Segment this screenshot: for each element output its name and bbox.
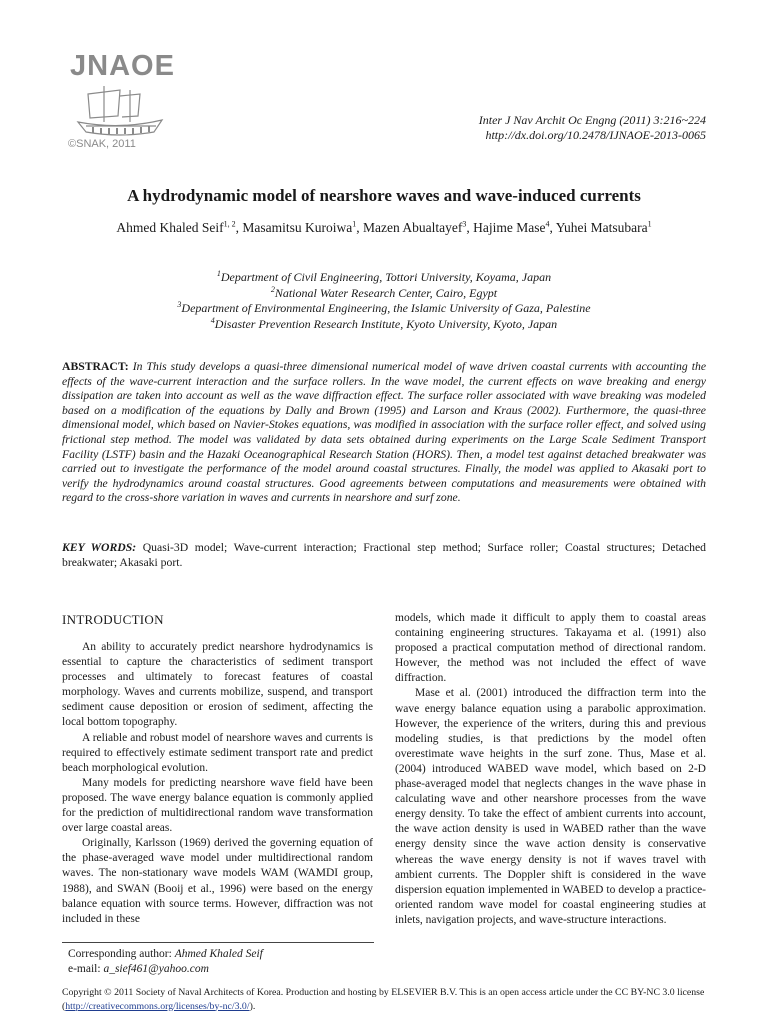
ship-logo-icon [74, 82, 166, 142]
logo-copyright: ©SNAK, 2011 [68, 138, 136, 150]
author-name: Ahmed Khaled Seif [116, 220, 224, 235]
citation [479, 113, 706, 143]
affiliation-text: Department of Environmental Engineering, the Islamic University of Gaza, Palestine [181, 301, 591, 315]
affiliation-text: National Water Research Center, Cairo, Egypt [274, 285, 498, 300]
citation-doi: http://dx.doi.org/10.2478/IJNAOE-2013-0065 [485, 128, 706, 142]
paper-title: A hydrodynamic model of nearshore waves and wave-induced currents [127, 186, 641, 205]
journal-logo-text: JNAOE [70, 50, 175, 82]
author-sup: 1, 2 [223, 219, 236, 229]
keywords-text: Quasi-3D model; Wave-current interaction; Fractional step method; Surface roller; Coastal structures; Detached breakwater; Akasaki port. [62, 541, 707, 569]
keywords [62, 540, 706, 570]
corresponding-author [68, 947, 263, 976]
affiliation [0, 270, 768, 286]
citation-journal: Inter J Nav Archit Oc Engng (2011) 3:216~224 [478, 113, 706, 127]
affiliation-text: Department of Civil Engineering, Tottori University, Koyama, Japan [220, 270, 552, 284]
email-address: a_sief461@yahoo.com [103, 962, 209, 975]
author-name: Mazen Abualtayef [363, 220, 463, 235]
author-name: Hajime Mase [473, 220, 546, 235]
author-list: Ahmed Khaled Seif$^{1, 2}$, Masamitsu Kuroiwa$^1$, Mazen Abualtayef$^3$, Hajime Mase$^4$, Yuhei Matsubara$^1$ [116, 219, 652, 235]
section-heading-introduction: INTRODUCTION [62, 612, 164, 627]
paren-open: ( [62, 1000, 66, 1012]
right-column [395, 611, 706, 928]
abstract-text: In This study develops a quasi-three dimensional numerical model of wave driven coastal currents with accounting the effects of the wave-current interaction and the surface rollers. In the wave model, the current effects on wave breaking and energy dissipation are taken into account as well as the wave diffraction effect. The surface roller associated with wave breaking was modeled based on a modification of the equations by Dally and Brown (1995) and Larson and Kraus (2002). Furthermore, the quasi-three dimensional model, which based on Navier-Stokes equations, was modified in association with the surface roller effect, and solved using frictional step method. The model was validated by data sets obtained during experiments on the Large Scale Sediment Transport Facility (LSTF) basin and the Hazaki Oceanographical Research Station (HORS). Then, a model test against detached breakwater was carried out to investigate the performance of the model around coastal structures. Finally, the model was applied to Akasaki port to verify the hydrodynamics around coastal structures. Good agreements between computations and measurements were obtained with regard to the cross-shore variation in waves and currents in nearshore and surf zone. [62, 360, 707, 505]
author-name: Yuhei Matsubara [555, 220, 648, 235]
copyright-notice [62, 986, 722, 1013]
affiliation-sup: 3 [177, 300, 182, 309]
affiliation-sup: 4 [210, 315, 215, 325]
paragraph: Mase et al. (2001) introduced the diffraction term into the wave energy balance equation using a parabolic approximation. However, the experience of the writers, during this and previous modeling studies, is that predictions by the model often overestimate wave heights in the surf zone. Thus, Mase et al. (2004) introduced WABED wave model, which based on 2-D phase-averaged model that neglects changes in the wave phase in calculating wave and other nearshore processes from the wave energy density. To take the effect of ambient currents into account, the wave action density is used in WABED rather than the wave energy density since the wave action density is conservative whereas the wave energy density is not if waves travel with ambient currents. The Doppler shift is considered in the wave dispersion equation implemented in WABED to develop a practice-oriented random wave model for coastal engineering studies at inlets, navigation projects, and wave-structure interactions. [395, 687, 706, 926]
affiliation [0, 301, 768, 317]
paragraph: Many models for predicting nearshore wave field have been proposed. The wave energy balance equation is commonly applied for the prediction of multidirectional random wave transformation over large coastal areas. [62, 776, 373, 835]
abstract-label: ABSTRACT: [62, 360, 129, 373]
affiliation [0, 286, 768, 302]
corresponding-name: Ahmed Khaled Seif [174, 948, 263, 960]
paragraph: models, which made it difficult to apply them to coastal areas containing engineering structures. Takayama et al. (1991) also proposed a practical computation method of directional random. However, the method was not included the effect of wave diffraction. [395, 612, 706, 685]
license-link[interactable]: http://creativecommons.org/licenses/by-nc/3.0/ [65, 1000, 250, 1012]
author-sup: 3 [462, 219, 467, 229]
paragraph: An ability to accurately predict nearshore hydrodynamics is essential to capture the characteristics of sediment transport processes and ultimately to forecast features of coastal morphology. Waves and currents mobilize, suspend, and transport sediment cause deposition or erosion of sediment, affecting the local bottom topography. [62, 641, 373, 729]
author-name: Masamitsu Kuroiwa [242, 220, 353, 235]
author-sup: 4 [545, 219, 550, 229]
affiliation-list [0, 270, 768, 332]
copyright-text: Copyright © 2011 Society of Naval Architects of Korea. Production and hosting by ELSEVIER B.V. This is an open access article under the CC BY-NC 3.0 license [62, 987, 705, 998]
affiliation-text: Disaster Prevention Research Institute, Kyoto University, Kyoto, Japan [214, 316, 558, 331]
affiliation-sup: 2 [270, 284, 275, 294]
author-sup: 1 [647, 219, 652, 229]
author-sup: 1 [352, 219, 357, 229]
footnote-divider [62, 942, 374, 943]
affiliation-sup: 1 [216, 269, 221, 278]
abstract [62, 360, 706, 506]
keywords-label: KEY WORDS: [62, 541, 137, 554]
left-column [62, 640, 373, 927]
paragraph: A reliable and robust model of nearshore waves and currents is required to effectively estimate sediment transport rate and predict beach morphological evolution. [62, 731, 373, 774]
email-label: e-mail: [68, 962, 101, 975]
paren-close: ). [249, 1000, 256, 1012]
corresponding-label: Corresponding author: [68, 948, 172, 960]
paragraph: Originally, Karlsson (1969) derived the governing equation of the phase-averaged wave model under multidirectional random waves. The non-stationary wave models WAM (WAMDI group, 1988), and SWAN (Booij et al., 1996) were based on the energy balance equation with source terms. However, diffraction was not included in these [62, 837, 373, 925]
affiliation [0, 317, 768, 333]
